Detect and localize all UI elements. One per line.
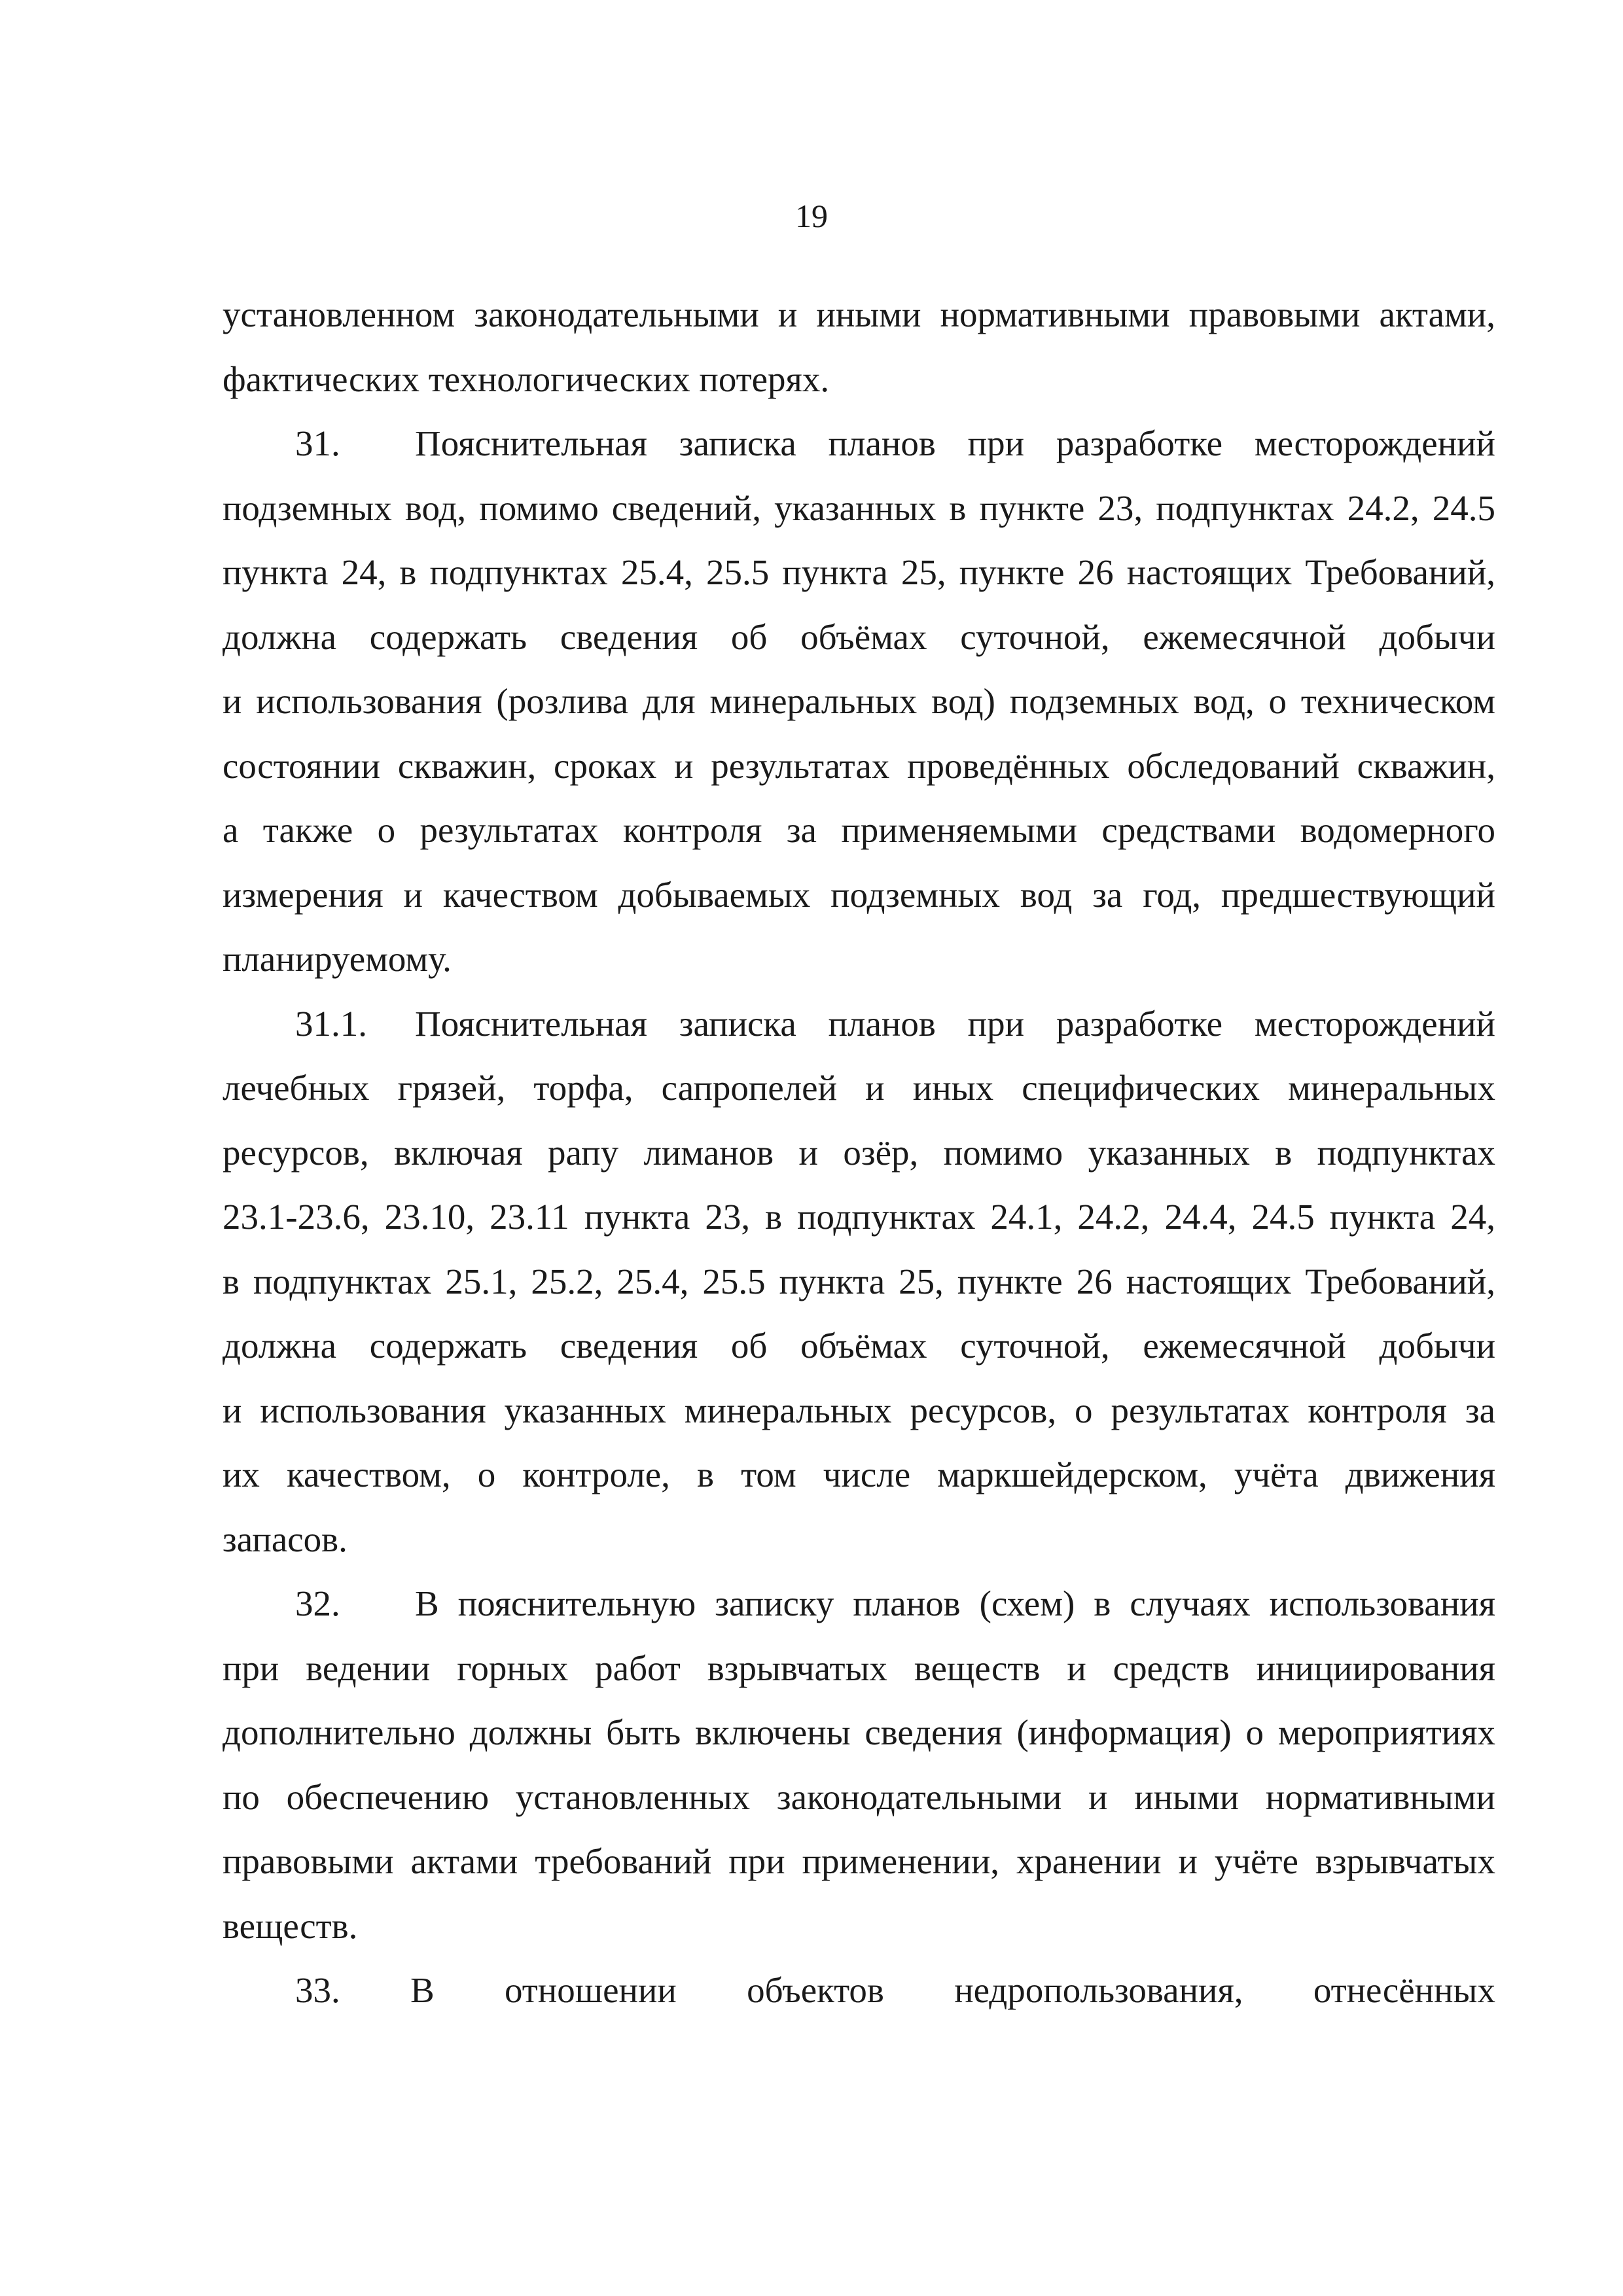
paragraph-number-31-1: 31.1. bbox=[295, 1003, 367, 1044]
text-line: их качеством, о контроле, в том числе маркшейдерском, учёта движения bbox=[223, 1455, 1495, 1494]
text-line: и использования (розлива для минеральных вод) подземных вод, о техническом bbox=[223, 681, 1495, 721]
text-line: а также о результатах контроля за применяемыми средствами водомерного bbox=[223, 810, 1495, 850]
text-line: Пояснительная записка планов при разработке месторождений bbox=[415, 423, 1495, 463]
text-line: по обеспечению установленных законодательными и иными нормативными bbox=[223, 1776, 1495, 1817]
text-line: должна содержать сведения об объёмах суточной, ежемесячной добычи bbox=[223, 1326, 1495, 1366]
text-line: при ведении горных работ взрывчатых веществ и средств инициирования bbox=[223, 1648, 1495, 1688]
document-body bbox=[223, 283, 1495, 2023]
text-line: в подпунктах 25.1, 25.2, 25.4, 25.5 пункта 25, пункте 26 настоящих Требований, bbox=[223, 1261, 1495, 1301]
paragraph-number-31: 31. bbox=[295, 423, 340, 463]
text-line: веществ. bbox=[223, 1905, 358, 1946]
text-line: правовыми актами требований при применении, хранении и учёте взрывчатых bbox=[223, 1841, 1495, 1881]
paragraph-number-32: 32. bbox=[295, 1583, 340, 1623]
text-line: лечебных грязей, торфа, сапропелей и иных специфических минеральных bbox=[223, 1068, 1495, 1108]
text-line: дополнительно должны быть включены сведения (информация) о мероприятиях bbox=[223, 1712, 1495, 1752]
text-line: фактических технологических потерях. bbox=[223, 359, 830, 399]
text-line: должна содержать сведения об объёмах суточной, ежемесячной добычи bbox=[223, 616, 1495, 657]
paragraph-31-first-line bbox=[223, 412, 1495, 476]
text-line: ресурсов, включая рапу лиманов и озёр, помимо указанных в подпунктах bbox=[223, 1132, 1495, 1173]
text-line: В пояснительную записку планов (схем) в случаях использования bbox=[415, 1583, 1495, 1623]
text-line: состоянии скважин, сроках и результатах проведённых обследований скважин, bbox=[223, 745, 1495, 786]
text-line: Пояснительная записка планов при разработке месторождений bbox=[415, 1003, 1495, 1044]
word: В bbox=[410, 1970, 435, 2010]
text-line: и использования указанных минеральных ресурсов, о результатах контроля за bbox=[223, 1390, 1495, 1430]
text-line: измерения и качеством добываемых подземных вод за год, предшествующий bbox=[223, 874, 1495, 915]
paragraph-33-first-line bbox=[223, 1958, 1495, 2023]
text-line: 23.1-23.6, 23.10, 23.11 пункта 23, в подпунктах 24.1, 24.2, 24.4, 24.5 пункта 24, bbox=[223, 1197, 1495, 1237]
word: объектов bbox=[747, 1970, 884, 2010]
paragraph-32-first-line bbox=[223, 1572, 1495, 1636]
text-line: планируемому. bbox=[223, 939, 452, 979]
page-number: 19 bbox=[795, 198, 828, 234]
text-line: подземных вод, помимо сведений, указанных в пункте 23, подпунктах 24.2, 24.5 bbox=[223, 487, 1495, 528]
text-line: установленном законодательными и иными нормативными правовыми актами, bbox=[223, 294, 1495, 334]
paragraph-number-33: 33. bbox=[295, 1970, 340, 2010]
text-line: пункта 24, в подпунктах 25.4, 25.5 пункта 25, пункте 26 настоящих Требований, bbox=[223, 552, 1495, 592]
text-line: запасов. bbox=[223, 1519, 348, 1559]
paragraph-31-1-first-line bbox=[223, 992, 1495, 1057]
word: отнесённых bbox=[1313, 1970, 1495, 2010]
word: недропользования, bbox=[954, 1970, 1243, 2010]
word: отношении bbox=[505, 1970, 677, 2010]
